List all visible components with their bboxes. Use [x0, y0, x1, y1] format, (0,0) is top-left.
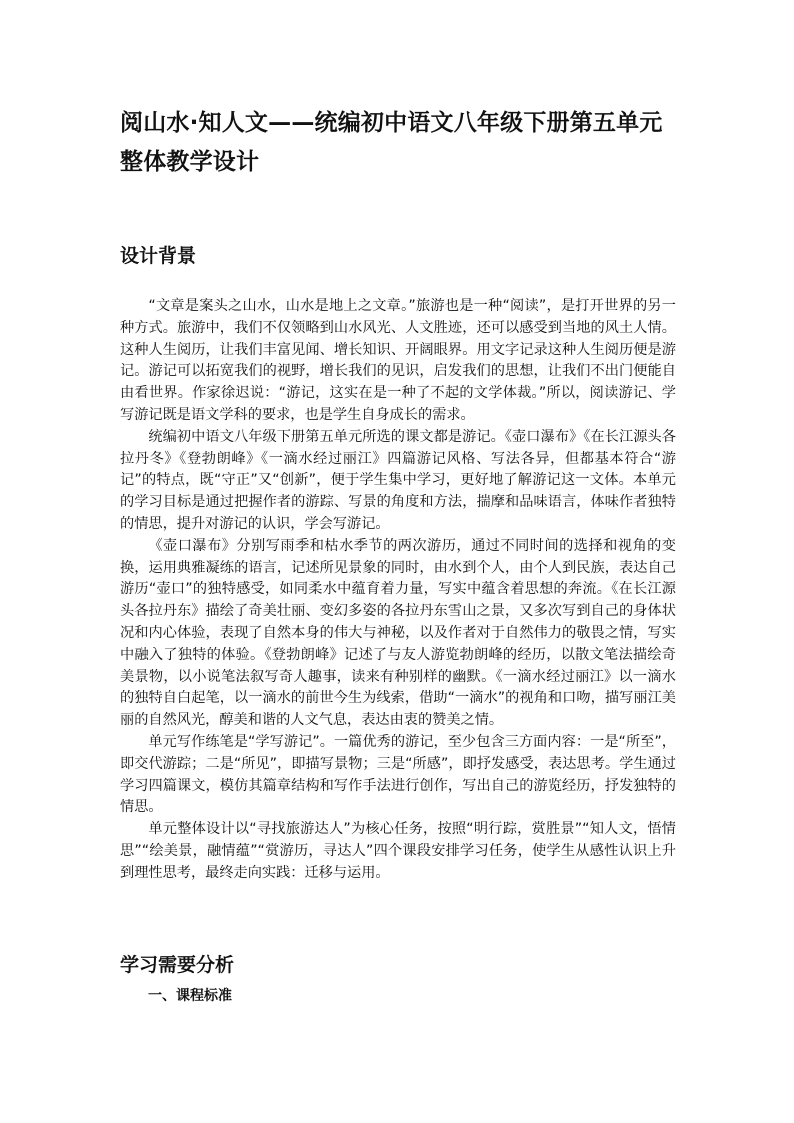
design-background-body [120, 296, 676, 885]
body-paragraph: 《壶口瀑布》分别写雨季和枯水季节的两次游历，通过不同时间的选择和视角的变换，运用典雅凝练的语言，记述所见景象的同时，由水到个人，由个人到民族，表达自己游历“壶口”的独特感受，如同柔水中蕴育着力量，写实中蕴含着思想的奔流。《在长江源头各拉丹东》描绘了奇美壮丽、变幻多姿的各拉丹东雪山之景，又多次写到自己的身体状况和内心体验，表现了自然本身的伟大与神秘，以及作者对于自然伟力的敬畏之情，写实中融入了独特的体验。《登勃朗峰》记述了与友人游览勃朗峰的经历，以散文笔法描绘奇美景物，以小说笔法叙写奇人趣事，读来有种别样的幽默。《一滴水经过丽江》以一滴水的独特自白起笔，以一滴水的前世今生为线索，借助“一滴水”的视角和口吻，描写丽江美丽的自然风光，醇美和谐的人文气息，表达由衷的赞美之情。 [120, 537, 676, 729]
body-paragraph: 单元写作练笔是“学写游记”。一篇优秀的游记，至少包含三方面内容：一是“所至”，即交代游踪；二是“所见”，即描写景物；三是“所感”，即抒发感受，表达思考。学生通过学习四篇课文，模仿其篇章结构和写作手法进行创作，写出自己的游览经历，抒发独特的情思。 [120, 733, 676, 816]
body-paragraph: “文章是案头之山水，山水是地上之文章。”旅游也是一种“阅读”，是打开世界的另一种方式。旅游中，我们不仅领略到山水风光、人文胜迹，还可以感受到当地的风土人情。这种人生阅历，让我们丰富见闻、增长知识、开阔眼界。用文字记录这种人生阅历便是游记。游记可以拓宽我们的视野，增长我们的见识，启发我们的思想，让我们不出门便能自由看世界。作家徐迟说：“游记，这实在是一种了不起的文学体裁。”所以，阅读游记、学写游记既是语文学科的要求，也是学生自身成长的需求。 [120, 298, 676, 423]
body-paragraph: 统编初中语文八年级下册第五单元所选的课文都是游记。《壶口瀑布》《在长江源头各拉丹冬》《登勃朗峰》《一滴水经过丽江》四篇游记风格、写法各异，但都基本符合“游记”的特点，既“守正”又“创新”，便于学生集中学习，更好地了解游记这一文体。本单元的学习目标是通过把握作者的游踪、写景的角度和方法，揣摩和品味语言，体味作者独特的情思，提升对游记的认识，学会写游记。 [120, 428, 676, 532]
section-heading-design-background: 设计背景 [120, 245, 197, 267]
document-title-line-2: 整体教学设计 [120, 149, 260, 175]
section-heading-learning-needs: 学习需要分析 [120, 954, 235, 976]
body-paragraph: 单元整体设计以“寻找旅游达人”为核心任务，按照“明行踪，赏胜景”“知人文，悟情思”“绘美景，融情蕴”“赏游历，寻达人”四个课段安排学习任务，使学生从感性认识上升到理性思考，最终走向实践：迁移与运用。 [120, 821, 676, 881]
document-title-line-1: 阅山水·知人文——统编初中语文八年级下册第五单元 [120, 110, 663, 136]
subheading-curriculum-standard: 一、课程标准 [148, 988, 232, 1004]
document-title [120, 104, 680, 182]
